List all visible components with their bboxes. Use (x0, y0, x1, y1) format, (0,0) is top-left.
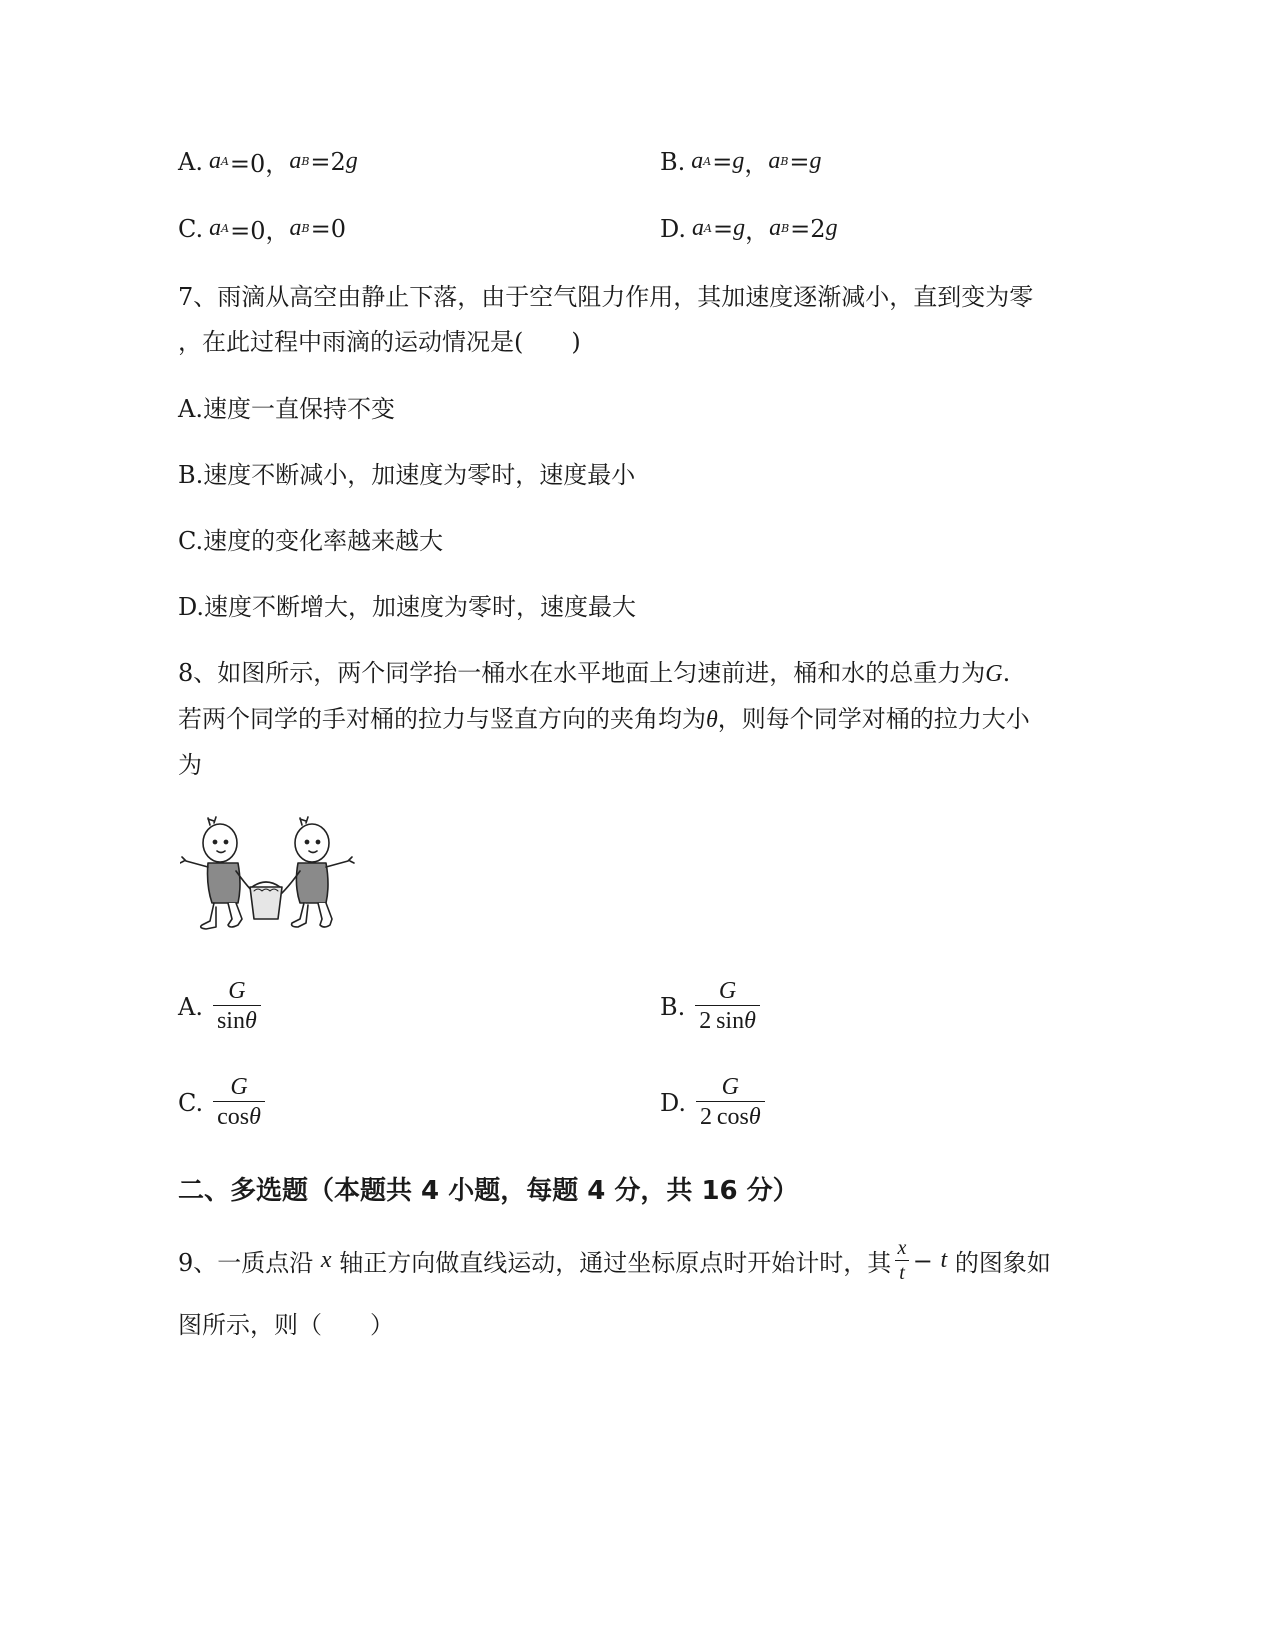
den-fn: cos (716, 1104, 749, 1130)
q8-option-c[interactable] (178, 1073, 269, 1132)
q8-stem-line2 (178, 699, 1030, 734)
denominator: t (899, 1262, 905, 1284)
den-coef: 2 (700, 1104, 713, 1130)
numerator: G (721, 1074, 739, 1100)
var-a: a (691, 148, 704, 174)
var-x: x (320, 1247, 332, 1273)
fraction-x-over-t (895, 1236, 909, 1285)
option-label: C. (178, 214, 204, 243)
equals: = (712, 147, 733, 176)
var-a: a (209, 215, 222, 241)
numerator: G (230, 1074, 248, 1100)
var-b: a (768, 148, 781, 174)
fraction (696, 1073, 765, 1132)
option-label: D. (660, 1088, 687, 1117)
q7-option-c[interactable]: C.速度的变化率越来越大 (178, 527, 444, 555)
var-g: g (732, 148, 745, 174)
q8-text-end: ，则每个同学对桶的拉力大小 (717, 705, 1030, 733)
fraction (213, 977, 261, 1036)
den-coef: 2 (699, 1008, 712, 1034)
var-g: g (809, 148, 822, 174)
section-heading: 二、多选题（本题共 4 小题，每题 4 分，共 16 分） (178, 1176, 799, 1206)
fraction (695, 977, 760, 1036)
den-fn: sin (216, 1008, 245, 1034)
q9-stem-line1 (178, 1236, 1051, 1285)
option-label: A. (178, 147, 203, 176)
q8-text: 若两个同学的手对桶的拉力与竖直方向的夹角均为 (178, 705, 706, 733)
value-a: =0， (230, 217, 290, 245)
q8-stem-line3: 为 (178, 751, 202, 779)
q7-option-b[interactable]: B.速度不断减小，加速度为零时，速度最小 (178, 461, 636, 489)
q8-option-a[interactable] (178, 977, 265, 1036)
q7-stem-line1: 7、雨滴从高空由静止下落，由于空气阻力作用，其加速度逐渐减小，直到变为零 (178, 283, 1034, 311)
q6-option-c[interactable] (178, 211, 346, 246)
subscript-a: A (704, 222, 712, 235)
q9-text: 轴正方向做直线运动，通过坐标原点时开始计时，其 (339, 1249, 892, 1277)
denominator (213, 1006, 261, 1036)
denominator (695, 1006, 760, 1036)
subscript-a: A (703, 155, 712, 168)
var-theta: θ (706, 707, 718, 733)
subscript-b: B (781, 222, 790, 235)
den-fn: cos (217, 1104, 250, 1130)
var-b: a (769, 215, 782, 241)
option-label: D. (660, 214, 687, 243)
var-a: a (692, 215, 705, 241)
var-g: g (733, 215, 746, 241)
q8-option-d[interactable] (660, 1073, 769, 1132)
q8-text-end: . (1002, 659, 1011, 687)
subscript-b: B (301, 155, 310, 168)
fraction (213, 1073, 265, 1132)
separator: ， (744, 150, 769, 178)
var-a: a (208, 148, 221, 174)
den-var: θ (744, 1008, 756, 1034)
var-g: g (825, 215, 838, 241)
q7-stem-line2: ，在此过程中雨滴的运动情况是( ) (178, 328, 581, 356)
q8-stem-line1 (178, 653, 1010, 688)
q6-option-b[interactable] (660, 144, 822, 179)
q8-option-b[interactable] (660, 977, 764, 1036)
subscript-a: A (220, 155, 229, 168)
numerator: G (228, 978, 246, 1004)
numerator: G (718, 978, 737, 1004)
den-fn: sin (716, 1008, 745, 1034)
den-var: θ (249, 1104, 261, 1130)
var-g: g (345, 148, 358, 174)
var-G: G (985, 661, 1003, 687)
minus-sign: − (912, 1246, 933, 1275)
q9-stem-line2: 图所示，则（ ） (178, 1311, 394, 1339)
q6-option-d[interactable] (660, 211, 838, 246)
var-b: a (289, 215, 302, 241)
den-var: θ (244, 1008, 257, 1034)
numerator: x (897, 1237, 907, 1259)
q9-text: 的图象如 (954, 1249, 1051, 1277)
option-label: B. (660, 992, 686, 1021)
q6-option-a[interactable] (178, 144, 358, 179)
value-b: =2 (310, 147, 346, 176)
value-a: =0， (229, 150, 290, 178)
q8-text: 8、如图所示，两个同学抬一桶水在水平地面上匀速前进，桶和水的总重力为 (178, 659, 986, 687)
den-var: θ (748, 1104, 761, 1130)
option-label: C. (178, 1088, 204, 1117)
two-students-bucket-illustration (180, 815, 356, 930)
q7-option-d[interactable]: D.速度不断增大，加速度为零时，速度最大 (178, 593, 637, 621)
equals: = (712, 214, 734, 243)
var-b: a (289, 148, 302, 174)
option-label: B. (660, 147, 686, 176)
equals: = (789, 147, 810, 176)
value-b: =2 (790, 214, 826, 243)
subscript-b: B (301, 222, 310, 235)
subscript-b: B (780, 155, 789, 168)
q9-text: 9、一质点沿 (178, 1249, 314, 1277)
separator: ， (745, 217, 770, 245)
q7-option-a[interactable]: A.速度一直保持不变 (178, 395, 395, 423)
option-label: A. (178, 992, 203, 1021)
subscript-a: A (221, 222, 230, 235)
denominator (696, 1102, 765, 1132)
var-t: t (940, 1247, 948, 1273)
value-b: =0 (310, 214, 346, 243)
denominator (213, 1102, 265, 1132)
